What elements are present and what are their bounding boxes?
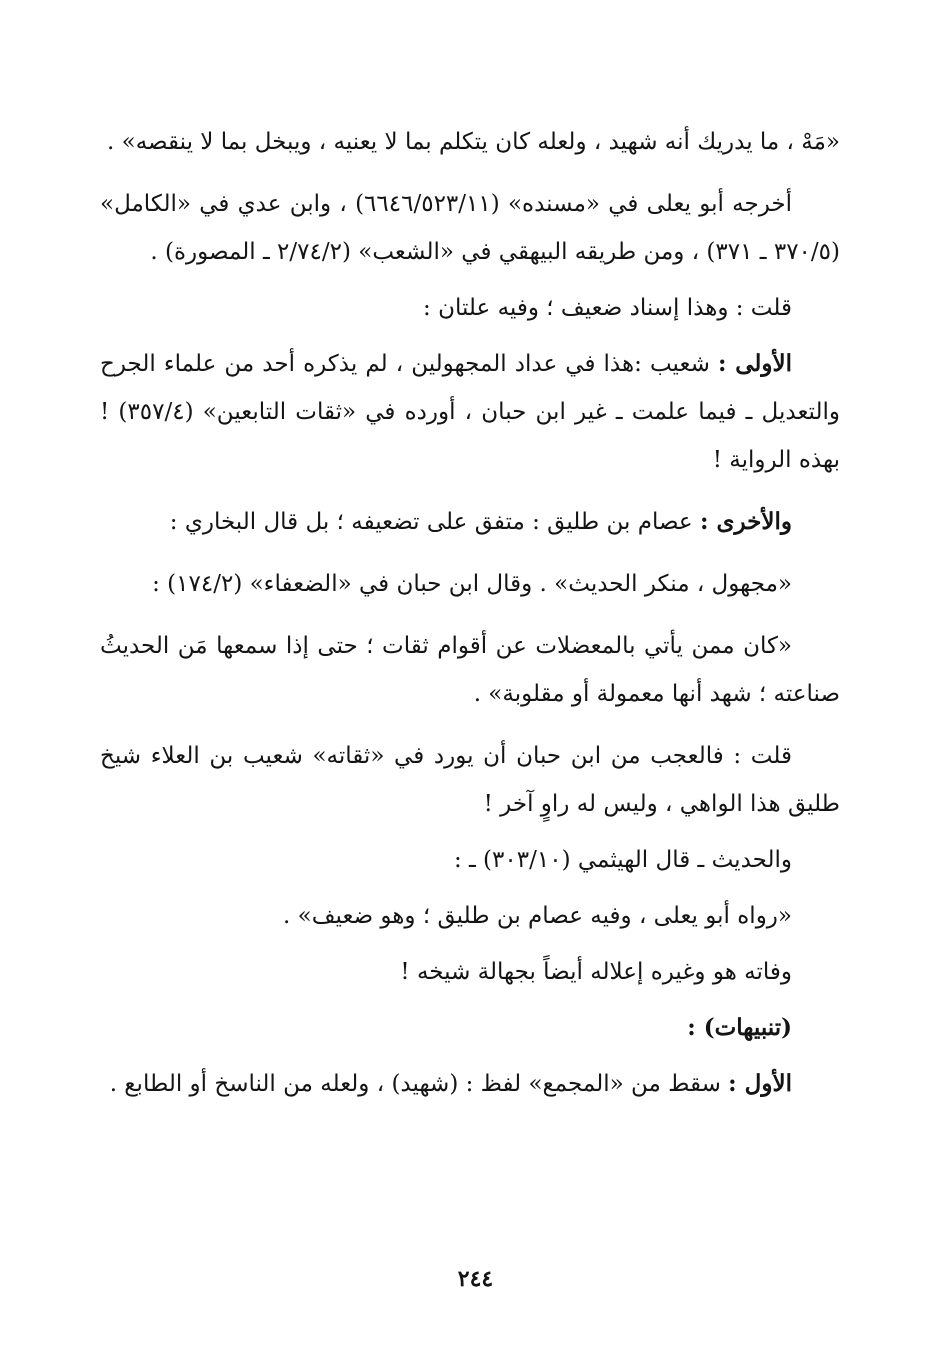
first-defect-paragraph <box>100 340 840 484</box>
omission-note-paragraph <box>100 948 840 996</box>
paragraph-text: عصام بن طليق : متفق على تضعيفه ؛ بل قال البخاري : <box>169 509 700 535</box>
paragraph-text: شعيب :هذا في عداد المجهولين ، لم يذكره أحد من علماء الجرح والتعديل ـ فيما علمت ـ غير ابن حبان ، أورده في «ثقات التابعين» (٣٥٧/٤) ! بهذه الرواية ! <box>100 351 840 473</box>
paragraph-text: «كان ممن يأتي بالمعضلات عن أقوام ثقات ؛ حتى إذا سمعها مَن الحديثُ صناعته ؛ شهد أنها معمولة أو مقلوبة» . <box>100 633 840 707</box>
paragraph-text: سقط من «المجمع» لفظ : (شهيد) ، ولعله من الناسخ أو الطابع . <box>109 1071 729 1097</box>
author-remark-paragraph <box>100 732 840 828</box>
paragraph-text: «مجهول ، منكر الحديث» . وقال ابن حبان في «الضعفاء» (١٧٤/٢) : <box>152 571 792 597</box>
second-defect-paragraph <box>100 498 840 546</box>
ibn-hibban-quote-paragraph <box>100 622 840 718</box>
paragraph-text: والحديث ـ قال الهيثمي (٣٠٣/١٠) ـ : <box>453 847 792 873</box>
notes-heading <box>100 1004 840 1052</box>
first-note-paragraph <box>100 1060 840 1108</box>
paragraph-text: (تنبيهات) : <box>687 1014 792 1041</box>
paragraph-lead: الأولى : <box>717 350 792 377</box>
paragraph-text: قلت : وهذا إسناد ضعيف ؛ وفيه علتان : <box>423 295 792 321</box>
paragraph-text: «رواه أبو يعلى ، وفيه عصام بن طليق ؛ وهو ضعيف» . <box>283 903 792 929</box>
paragraph-lead: الأول : <box>728 1070 792 1097</box>
paragraph-text: أخرجه أبو يعلى في «مسنده» (٦٦٤٦/٥٢٣/١١) ، وابن عدي في «الكامل» (٣٧٠/٥ ـ ٣٧١) ، ومن طريقه البيهقي في «الشعب» (٢/٧٤/٢ ـ المصورة) . <box>100 191 840 265</box>
isnad-judgment-paragraph <box>100 284 840 332</box>
paragraph-text: «مَهْ ، ما يدريك أنه شهيد ، ولعله كان يتكلم بما لا يعنيه ، ويبخل بما لا ينقصه» . <box>107 129 840 155</box>
text-body <box>100 118 840 1108</box>
page-number: ٢٤٤ <box>457 1266 494 1292</box>
takhrij-paragraph <box>100 180 840 276</box>
paragraph-text: قلت : فالعجب من ابن حبان أن يورد في «ثقاته» شعيب بن العلاء شيخ طليق هذا الواهي ، وليس له راوٍ آخر ! <box>100 743 840 817</box>
haythami-intro-paragraph <box>100 836 840 884</box>
paragraph-lead: والأخرى : <box>699 508 792 535</box>
paragraph-text: وفاته هو وغيره إعلاله أيضاً بجهالة شيخه ! <box>400 959 792 985</box>
hadith-quote-paragraph <box>100 118 840 166</box>
bukhari-quote-paragraph <box>100 560 840 608</box>
haythami-quote-paragraph <box>100 892 840 940</box>
